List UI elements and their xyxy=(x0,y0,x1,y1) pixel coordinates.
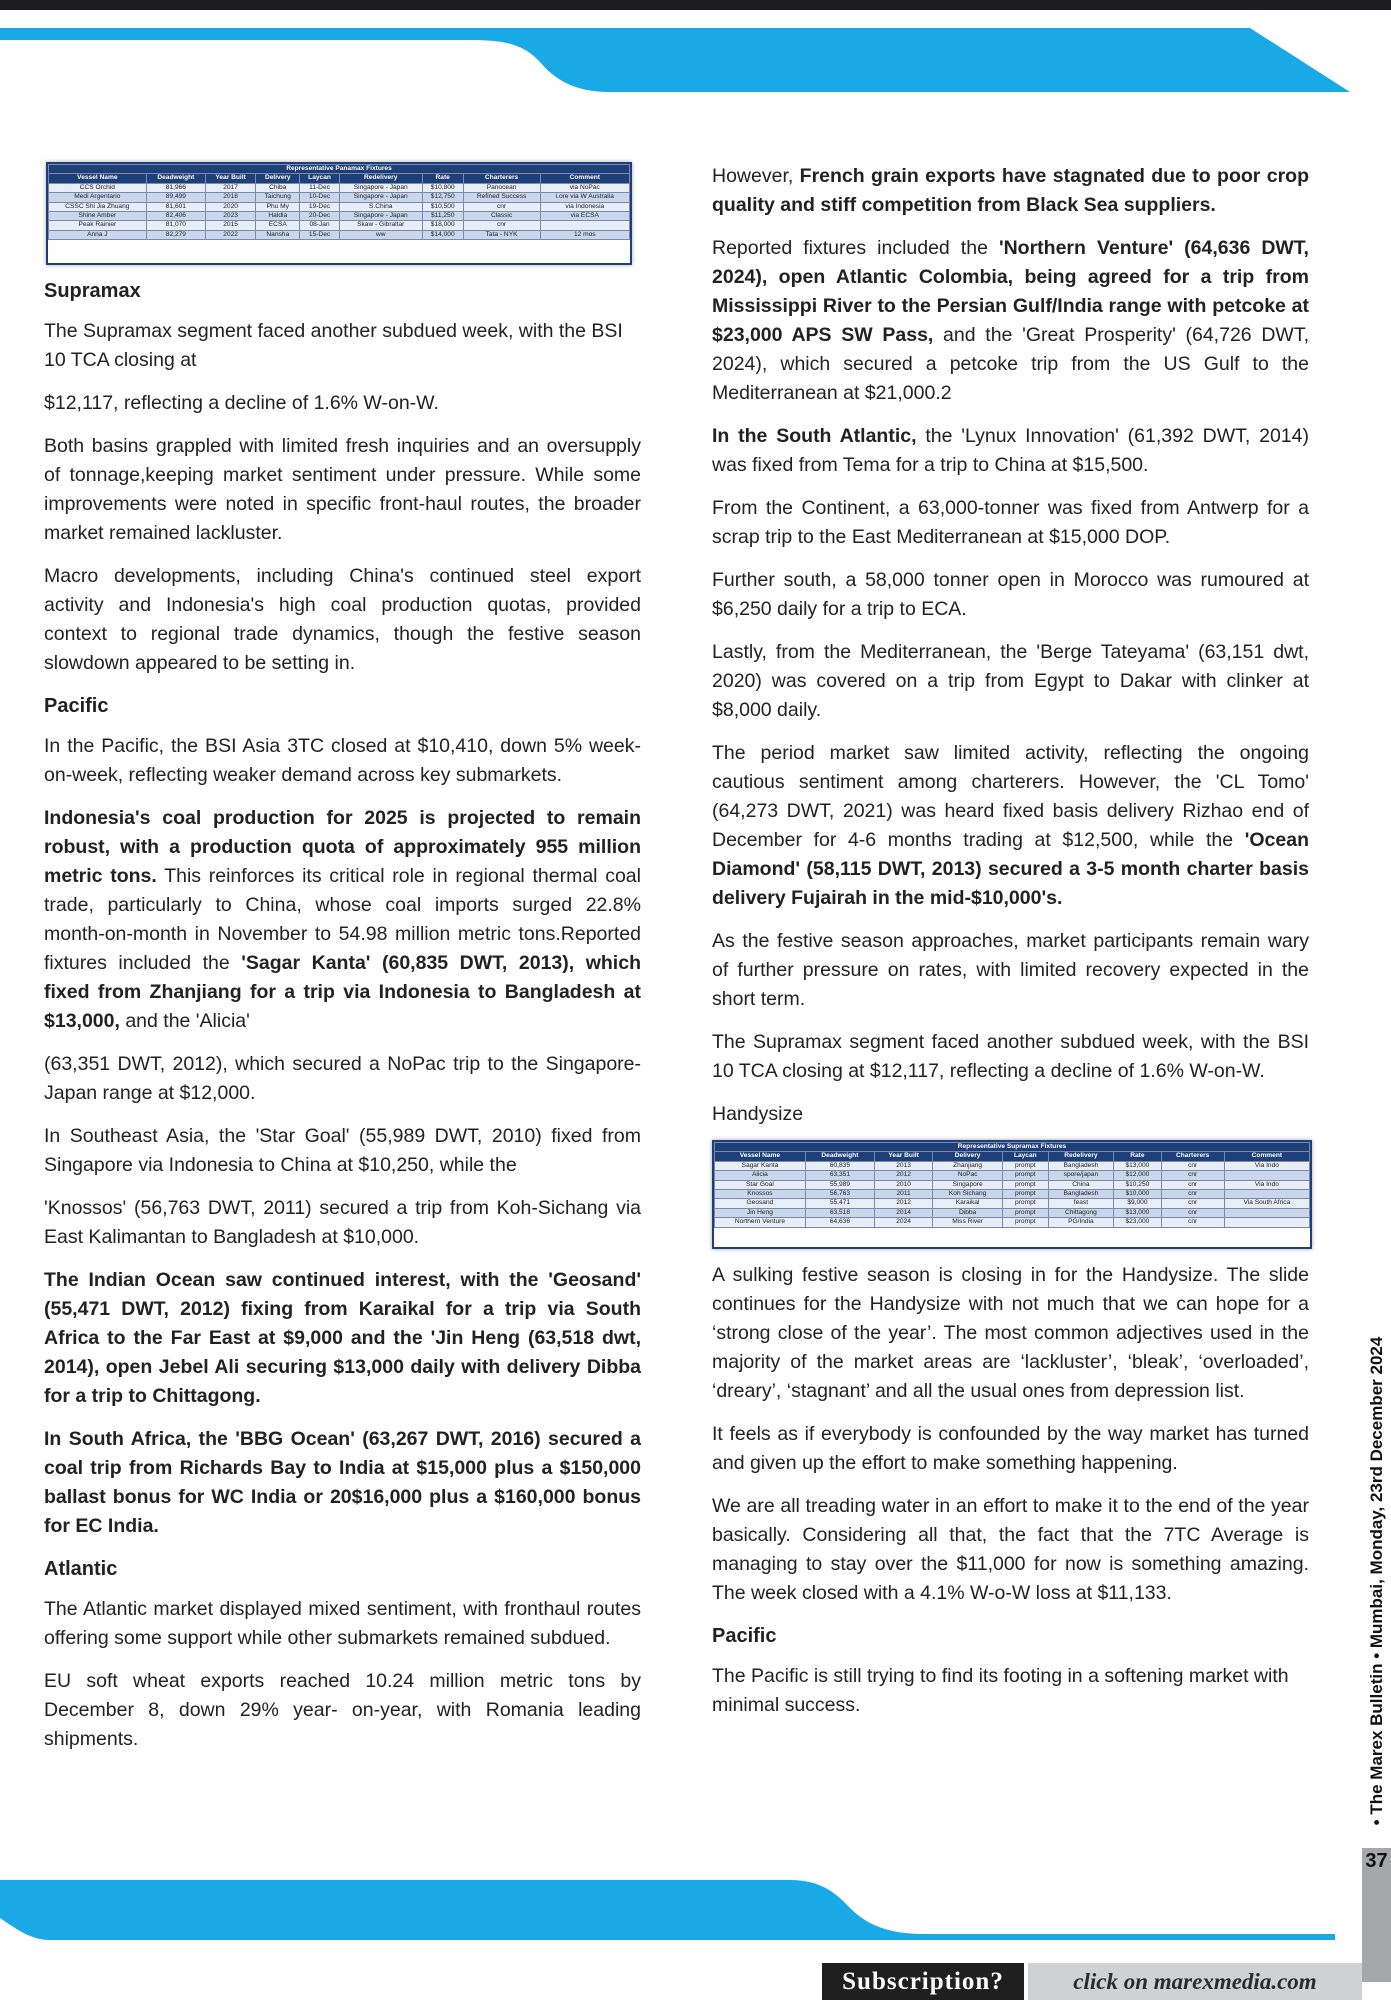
table-cell: $14,000 xyxy=(422,230,463,239)
table-cell: $12,000 xyxy=(1114,1171,1161,1180)
table-caption: Representative Supramax Fixtures xyxy=(715,1143,1310,1152)
bold-text: The Indian Ocean saw continued interest, with the 'Geosand' (55,471 DWT, 2012) fixing from Karaikal for a trip via South Africa to the Far East at $9,000 and the 'Jin Heng (63,518 dwt, 2014), open Jebel Ali securing $13,000 daily with delivery Dibba for a trip to Chittagong. xyxy=(44,1269,641,1407)
table-cell: Phu My xyxy=(256,202,300,211)
table-row xyxy=(715,1171,1310,1180)
table-cell: Tata - NYK xyxy=(463,230,540,239)
table-row xyxy=(715,1161,1310,1170)
table-cell: Medi Argentario xyxy=(49,193,147,202)
paragraph: In the Pacific, the BSI Asia 3TC closed at $10,410, down 5% week-on-week, reflecting weaker demand across key submarkets. xyxy=(44,735,641,786)
table-cell: Panocean xyxy=(463,183,540,192)
table-cell: prompt xyxy=(1003,1180,1049,1189)
table-cell: cnr xyxy=(1161,1171,1224,1180)
table-row xyxy=(49,221,630,230)
paragraph: The Atlantic market displayed mixed sentiment, with fronthaul routes offering some support while other submarkets remained subdued. xyxy=(44,1598,641,1649)
table-cell: 2017 xyxy=(206,183,256,192)
table-cell: S.China xyxy=(339,202,422,211)
table-cell: Haldia xyxy=(256,212,300,221)
column-header: Vessel Name xyxy=(49,174,147,183)
table-cell: 20-Dec xyxy=(300,212,339,221)
table-cell: ww xyxy=(339,230,422,239)
table-cell: Geosand xyxy=(715,1199,806,1208)
table-cell: Singapore - Japan xyxy=(339,212,422,221)
publication-text: • The Marex Bulletin • Mumbai, Monday, 23rd December 2024 xyxy=(1367,1336,1386,1826)
subscription-label: Subscription? xyxy=(822,1963,1024,2000)
table-row xyxy=(49,183,630,192)
table-row xyxy=(49,230,630,239)
table-cell: cnr xyxy=(1161,1218,1224,1227)
section-heading-pacific: Pacific xyxy=(44,695,109,717)
table-cell: Singapore - Japan xyxy=(339,193,422,202)
paragraph: EU soft wheat exports reached 10.24 million metric tons by December 8, down 29% year- on-year, with Romania leading shipments. xyxy=(44,1670,641,1750)
table-cell: 2012 xyxy=(874,1171,932,1180)
table-cell: China xyxy=(1048,1180,1114,1189)
table-cell: 63,351 xyxy=(805,1171,874,1180)
column-header: Redelivery xyxy=(1048,1152,1114,1161)
table-cell: 2020 xyxy=(206,202,256,211)
column-header: Delivery xyxy=(256,174,300,183)
table-cell: 60,835 xyxy=(805,1161,874,1170)
table-cell: $12,750 xyxy=(422,193,463,202)
table-cell: 2013 xyxy=(874,1161,932,1170)
left-column xyxy=(44,158,641,1768)
table-row xyxy=(715,1180,1310,1189)
paragraph xyxy=(44,804,641,1036)
text: and the 'Alicia' xyxy=(119,1010,250,1032)
table-cell: Via Indo xyxy=(1224,1180,1309,1189)
column-header: Laycan xyxy=(300,174,339,183)
table-cell: prompt xyxy=(1003,1208,1049,1217)
table-cell: 81,070 xyxy=(146,221,205,230)
table-cell: 12 mos xyxy=(540,230,629,239)
paragraph: The Supramax segment faced another subdued week, with the BSI 10 TCA closing at $12,117, reflecting a decline of 1.6% W-on-W. xyxy=(712,1031,1309,1082)
table-cell: 63,518 xyxy=(805,1208,874,1217)
table-cell: Classic xyxy=(463,212,540,221)
column-header: Delivery xyxy=(933,1152,1003,1161)
table-cell: $10,250 xyxy=(1114,1180,1161,1189)
table-cell: Singapore - Japan xyxy=(339,183,422,192)
column-header: Deadweight xyxy=(805,1152,874,1161)
vertical-publication-line xyxy=(1364,1312,1390,1850)
table-cell: $10,000 xyxy=(1114,1190,1161,1199)
table-cell xyxy=(1224,1171,1309,1180)
table-cell: 08-Jan xyxy=(300,221,339,230)
paragraph: 'Knossos' (56,763 DWT, 2011) secured a trip from Koh-Sichang via East Kalimantan to Bangladesh at $10,000. xyxy=(44,1197,641,1248)
table-cell: Chiba xyxy=(256,183,300,192)
table-cell: 81,966 xyxy=(146,183,205,192)
table-cell: 2010 xyxy=(874,1180,932,1189)
table-cell: Sagar Kanta xyxy=(715,1161,806,1170)
table-cell: spore/japan xyxy=(1048,1171,1114,1180)
table-cell: NoPac xyxy=(933,1171,1003,1180)
table-cell: 15-Dec xyxy=(300,230,339,239)
table-cell: 10-Dec xyxy=(300,193,339,202)
table-cell: 2023 xyxy=(206,212,256,221)
paragraph: A sulking festive season is closing in for the Handysize. The slide continues for the Handysize with not much that we can hope for a ‘strong close of the year’. The most common adjectives used in the majority of the market areas are ‘lackluster’, ‘bleak’, ‘overloaded’, ‘dreary’, ‘stagnant’ and all the usual ones from depression list. xyxy=(712,1264,1309,1402)
table-cell: cnr xyxy=(1161,1161,1224,1170)
text: The period market saw limited activity, reflecting the ongoing cautious sentiment among charterers. However, the 'CL Tomo' (64,273 DWT, 2021) was heard fixed basis delivery Rizhao end of December for 4-6 months trading at $12,500, while the xyxy=(712,742,1309,851)
table-cell: Peak Rainier xyxy=(49,221,147,230)
paragraph: (63,351 DWT, 2012), which secured a NoPac trip to the Singapore-Japan range at $12,000. xyxy=(44,1053,641,1104)
subscription-link[interactable]: click on marexmedia.com xyxy=(1028,1963,1362,2000)
table-cell: Dibba xyxy=(933,1208,1003,1217)
table-cell xyxy=(1224,1218,1309,1227)
table-cell: Zhanjiang xyxy=(933,1161,1003,1170)
section-heading-supramax: Supramax xyxy=(44,280,141,302)
text: However, xyxy=(712,165,800,187)
paragraph xyxy=(44,1425,641,1541)
table-cell: 64,636 xyxy=(805,1218,874,1227)
table-cell: $11,250 xyxy=(422,212,463,221)
paragraph: We are all treading water in an effort to make it to the end of the year basically. Considering all that, the fact that the 7TC Average is managing to stay over the $11,000 for now is something amazing. The week closed with a 4.1% W-o-W loss at $11,133. xyxy=(712,1495,1309,1604)
table-cell: ECSA xyxy=(256,221,300,230)
supramax-fixtures-table xyxy=(712,1140,1312,1249)
page-number: 37 xyxy=(1365,1850,1388,1872)
column-header: Laycan xyxy=(1003,1152,1049,1161)
table-cell: Star Goal xyxy=(715,1180,806,1189)
table-cell: i.ore via W Australia xyxy=(540,193,629,202)
paragraph: In Southeast Asia, the 'Star Goal' (55,989 DWT, 2010) fixed from Singapore via Indonesia to China at $10,250, while the xyxy=(44,1125,641,1176)
table-cell: Jin Heng xyxy=(715,1208,806,1217)
table-cell: cnr xyxy=(463,202,540,211)
bold-text: 'Ocean Diamond' (58,115 DWT, 2013) secured a 3-5 month charter basis delivery Fujairah in the mid-$10,000's. xyxy=(712,829,1309,909)
header-wave xyxy=(0,0,1391,100)
paragraph xyxy=(712,739,1309,913)
table-cell: cnr xyxy=(1161,1208,1224,1217)
table-row xyxy=(49,212,630,221)
section-heading-handysize: Handysize xyxy=(712,1103,804,1125)
column-header: Rate xyxy=(1114,1152,1161,1161)
table-cell: 55,989 xyxy=(805,1180,874,1189)
table-cell: Refined Success xyxy=(463,193,540,202)
panamax-fixtures-table xyxy=(46,162,632,265)
table-caption: Representative Panamax Fixtures xyxy=(49,165,630,174)
table-cell: via ECSA xyxy=(540,212,629,221)
table-cell: Northern Venture xyxy=(715,1218,806,1227)
table-cell: cnr xyxy=(1161,1190,1224,1199)
table-cell: $10,500 xyxy=(422,202,463,211)
table-cell: Taichung xyxy=(256,193,300,202)
table-cell: 2012 xyxy=(874,1199,932,1208)
table-cell: cnr xyxy=(1161,1180,1224,1189)
table-row xyxy=(715,1218,1310,1227)
bold-text: In South Africa, the 'BBG Ocean' (63,267 DWT, 2016) secured a coal trip from Richards Bay to India at $15,000 plus a $150,000 ballast bonus for WC India or 20$16,000 plus a $160,000 bonus for EC India. xyxy=(44,1428,641,1537)
table-cell: Shine Amber xyxy=(49,212,147,221)
right-column xyxy=(712,162,1309,1734)
table-cell: 56,763 xyxy=(805,1190,874,1199)
table-cell: 2018 xyxy=(206,193,256,202)
bold-text: 'Northern Venture' (64,636 DWT, 2024), open Atlantic Colombia, being agreed for a trip from Mississippi River to the Persian Gulf/India range with petcoke at $23,000 APS SW Pass, xyxy=(712,237,1309,346)
table-cell: 81,601 xyxy=(146,202,205,211)
table-cell: Bangladesh xyxy=(1048,1161,1114,1170)
table-cell: Koh Sichang xyxy=(933,1190,1003,1199)
bold-text: French grain exports have stagnated due to poor crop quality and stiff competition from Black Sea suppliers. xyxy=(712,165,1310,216)
table-cell: 19-Dec xyxy=(300,202,339,211)
table-cell: prompt xyxy=(1003,1199,1049,1208)
table-row xyxy=(49,202,630,211)
table-cell: Alicia xyxy=(715,1171,806,1180)
table-cell: 82,406 xyxy=(146,212,205,221)
table-cell: $10,800 xyxy=(422,183,463,192)
column-header: Charterers xyxy=(1161,1152,1224,1161)
table-cell: Singapore xyxy=(933,1180,1003,1189)
table-cell: $13,000 xyxy=(1114,1208,1161,1217)
table-cell: Chittagong xyxy=(1048,1208,1114,1217)
section-heading-atlantic: Atlantic xyxy=(44,1558,118,1580)
table-cell: $18,000 xyxy=(422,221,463,230)
table-cell: Bangladesh xyxy=(1048,1190,1114,1199)
column-header: Redelivery xyxy=(339,174,422,183)
table-row xyxy=(715,1208,1310,1217)
column-header: Deadweight xyxy=(146,174,205,183)
text: the 'Lynux Innovation' (61,392 DWT, 2014) was fixed from Tema for a trip to China at $15,500. xyxy=(712,425,1309,476)
section-heading-pacific-handysize: Pacific xyxy=(712,1625,777,1647)
column-header: Year Built xyxy=(874,1152,932,1161)
table-cell: Skaw - Gibraltar xyxy=(339,221,422,230)
paragraph: $12,117, reflecting a decline of 1.6% W-on-W. xyxy=(44,392,439,414)
table-cell: 89,499 xyxy=(146,193,205,202)
table-cell: PG/India xyxy=(1048,1218,1114,1227)
footer-wave xyxy=(0,1878,1391,1940)
table-cell: 2014 xyxy=(874,1208,932,1217)
column-header: Charterers xyxy=(463,174,540,183)
text: This reinforces its critical role in regional thermal coal trade, particularly to China, whose coal imports surged 22.8% month-on-month in November to 54.98 million metric tons.Reported fixtures included the xyxy=(44,865,641,974)
table-cell: Miss River xyxy=(933,1218,1003,1227)
table-cell: $9,000 xyxy=(1114,1199,1161,1208)
bold-text: Indonesia's coal production for 2025 is projected to remain robust, with a production quota of approximately 955 million metric tons. xyxy=(44,807,641,887)
table-cell xyxy=(1224,1190,1309,1199)
table-cell xyxy=(1224,1208,1309,1217)
table-row xyxy=(715,1199,1310,1208)
table-cell: 55,471 xyxy=(805,1199,874,1208)
table-cell: 82,279 xyxy=(146,230,205,239)
paragraph xyxy=(712,162,1309,220)
table-cell: CCS Orchid xyxy=(49,183,147,192)
column-header: Year Built xyxy=(206,174,256,183)
table-cell: 2022 xyxy=(206,230,256,239)
table-cell xyxy=(540,221,629,230)
table-cell: $13,000 xyxy=(1114,1161,1161,1170)
table-cell: prompt xyxy=(1003,1161,1049,1170)
table-cell: feast xyxy=(1048,1199,1114,1208)
table-cell: Via South Africa xyxy=(1224,1199,1309,1208)
table-cell: prompt xyxy=(1003,1218,1049,1227)
table-cell: cnr xyxy=(463,221,540,230)
paragraph: The Supramax segment faced another subdued week, with the BSI 10 TCA closing at xyxy=(44,320,623,371)
text: and the 'Great Prosperity' (64,726 DWT, 2024), which secured a petcoke trip from the US Gulf to the Mediterranean at $21,000.2 xyxy=(712,324,1309,404)
column-header: Comment xyxy=(1224,1152,1309,1161)
paragraph xyxy=(712,422,1309,480)
paragraph: From the Continent, a 63,000-tonner was fixed from Antwerp for a scrap trip to the East Mediterranean at $15,000 DOP. xyxy=(712,497,1309,548)
table-cell: 11-Dec xyxy=(300,183,339,192)
table-cell: CSSC Shi Jia Zhuang xyxy=(49,202,147,211)
table-row xyxy=(49,193,630,202)
table-cell: 2011 xyxy=(874,1190,932,1199)
paragraph: Further south, a 58,000 tonner open in Morocco was rumoured at $6,250 daily for a trip to ECA. xyxy=(712,569,1309,620)
table-cell: prompt xyxy=(1003,1171,1049,1180)
column-header: Vessel Name xyxy=(715,1152,806,1161)
paragraph: Both basins grappled with limited fresh inquiries and an oversupply of tonnage,keeping market sentiment under pressure. While some improvements were noted in specific front-haul routes, the broader market remained lackluster. xyxy=(44,435,641,544)
table-cell: via Indonesia xyxy=(540,202,629,211)
column-header: Rate xyxy=(422,174,463,183)
paragraph xyxy=(44,1266,641,1411)
paragraph xyxy=(712,234,1309,408)
table-cell: Anna J xyxy=(49,230,147,239)
table-cell: cnr xyxy=(1161,1199,1224,1208)
table-row xyxy=(715,1190,1310,1199)
table-cell: Karaikal xyxy=(933,1199,1003,1208)
column-header: Comment xyxy=(540,174,629,183)
paragraph: It feels as if everybody is confounded by the way market has turned and given up the effort to make something happening. xyxy=(712,1423,1309,1474)
table-cell: Knossos xyxy=(715,1190,806,1199)
table-cell: via NoPac xyxy=(540,183,629,192)
table-cell: prompt xyxy=(1003,1190,1049,1199)
paragraph: As the festive season approaches, market participants remain wary of further pressure on rates, with limited recovery expected in the short term. xyxy=(712,930,1309,1010)
bold-text: 'Sagar Kanta' (60,835 DWT, 2013), which fixed from Zhanjiang for a trip via Indonesia to Bangladesh at $13,000, xyxy=(44,952,641,1032)
bold-text: In the South Atlantic, xyxy=(712,425,917,447)
table-cell: Via Indo xyxy=(1224,1161,1309,1170)
table-cell: 2015 xyxy=(206,221,256,230)
paragraph: The Pacific is still trying to find its footing in a softening market with minimal success. xyxy=(712,1665,1289,1716)
text: Reported fixtures included the xyxy=(712,237,999,259)
table-cell: 2024 xyxy=(874,1218,932,1227)
table-cell: Nansha xyxy=(256,230,300,239)
paragraph: Macro developments, including China's continued steel export activity and Indonesia's high coal production quotas, provided context to regional trade dynamics, though the festive season slowdown appeared to be setting in. xyxy=(44,565,641,674)
table-cell: $23,000 xyxy=(1114,1218,1161,1227)
paragraph: Lastly, from the Mediterranean, the 'Berge Tateyama' (63,151 dwt, 2020) was covered on a trip from Egypt to Dakar with clinker at $8,000 daily. xyxy=(712,641,1309,721)
